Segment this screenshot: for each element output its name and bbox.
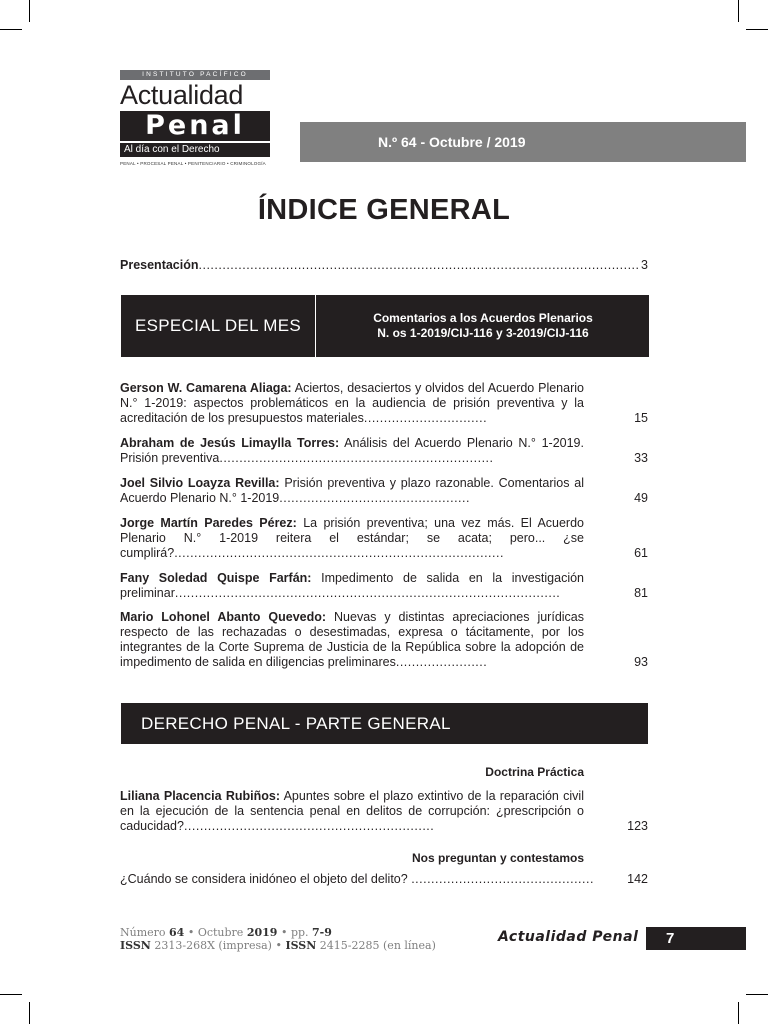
leader-dots: .....................................................................: [219, 451, 494, 465]
leader-dots: ................................................: [279, 491, 470, 505]
footer-citation: Número 64 • Octubre 2019 • pp. 7-9 ISSN 2313-268X (impresa) • ISSN 2415-2285 (en línea): [120, 926, 436, 952]
toc-entry[interactable]: [120, 516, 648, 561]
toc-page-number: 61: [634, 546, 648, 560]
crop-mark: [0, 29, 22, 30]
section-topic-line: N. os 1-2019/CIJ-116 y 3-2019/CIJ-116: [377, 326, 589, 340]
leader-dots: .......................: [395, 655, 488, 669]
toc-entry[interactable]: [120, 381, 648, 426]
toc-author: Mario Lohonel Abanto Quevedo:: [120, 610, 327, 624]
toc-author: Liliana Placencia Rubiños:: [120, 789, 280, 803]
toc-author: Jorge Martín Paredes Pérez:: [120, 516, 297, 530]
crop-mark: [738, 1002, 739, 1024]
toc-page-number: 15: [634, 411, 648, 425]
leader-dots: ..............................................: [411, 872, 594, 886]
logo-word: Actualidad: [120, 80, 244, 110]
crop-mark: [738, 0, 739, 22]
footer-year: 2019: [246, 926, 278, 939]
leader-dots: ...................................................................................: [174, 546, 504, 560]
toc-title: Análisis del Acuerdo Plenario N.° 1-2019. Prisión preventiva: [120, 436, 584, 465]
toc-entry[interactable]: [120, 610, 648, 670]
toc-title: Prisión preventiva y plazo razonable. Comentarios al Acuerdo Plenario N.° 1-2019: [120, 476, 584, 505]
toc-title: ¿Cuándo se considera inidóneo el objeto del delito?: [120, 872, 408, 886]
toc-entry[interactable]: [120, 789, 648, 834]
toc-page-number: 81: [634, 586, 648, 600]
issue-bar: N.º 64 - Octubre / 2019: [300, 122, 746, 162]
journal-logo: [120, 70, 270, 166]
subheading-preguntas: Nos preguntan y contestamos: [411, 851, 584, 865]
toc-page-number: 123: [627, 819, 648, 833]
toc-author: Joel Silvio Loayza Revilla:: [120, 476, 280, 490]
footer-page-number: 7: [646, 927, 746, 950]
toc-author: Gerson W. Camarena Aliaga:: [120, 381, 292, 395]
toc-title: Impedimento de salida en la investigación preliminar: [120, 571, 584, 600]
subheading-doctrina: Doctrina Práctica: [485, 765, 584, 779]
logo-subjects: PENAL • PROCESAL PENAL • PENITENCIARIO • CRIMINOLOGÍA: [120, 161, 266, 166]
toc-page-number: 49: [634, 491, 648, 505]
footer-month: Octubre: [197, 926, 244, 939]
toc-page-number: 33: [634, 451, 648, 465]
leader-dots: ...............................: [363, 411, 488, 425]
section-label: ESPECIAL DEL MES: [121, 295, 316, 357]
toc-page-number: 93: [634, 655, 648, 669]
footer-pp-label: pp.: [290, 926, 309, 939]
toc-title: Aciertos, desaciertos y olvidos del Acuerdo Plenario N.° 1-2019: aspectos problemáticos en la audiencia de prisión preventiva y la acreditación de los presupuestos materiales: [120, 381, 584, 425]
crop-mark: [0, 994, 22, 995]
logo-tagline: Al día con el Derecho: [120, 141, 270, 157]
leader-dots: ...............................................................: [183, 819, 435, 833]
toc-entry[interactable]: [120, 436, 648, 466]
section-topic: [317, 295, 649, 357]
crop-mark: [746, 994, 768, 995]
footer-number: 64: [169, 926, 185, 939]
toc-entry[interactable]: [120, 571, 648, 601]
footer-brand: Actualidad Penal: [498, 929, 639, 945]
toc-label: Presentación: [120, 258, 199, 272]
toc-page-number: 142: [627, 872, 648, 886]
footer-issn-online: 2415-2285: [319, 939, 380, 952]
footer-issn-print-note: (impresa): [218, 939, 272, 952]
crop-mark: [746, 29, 768, 30]
crop-mark: [29, 1002, 30, 1024]
section-derecho-penal: DERECHO PENAL - PARTE GENERAL: [121, 703, 648, 744]
toc-title: Nuevas y distintas apreciaciones jurídicas respecto de las rechazadas o desestimadas, expresa o tácitamente, por los integrantes de la Corte Suprema de Justicia de la República sobre la adopción de impedimento de salida en diligencias preliminares: [120, 610, 585, 669]
toc-title: Apuntes sobre el plazo extintivo de la reparación civil en la ejecución de la sentencia penal en delitos de corrupción: ¿prescripción o caducidad?: [120, 789, 584, 833]
toc-entry-presentation[interactable]: [120, 258, 648, 273]
footer-number-label: Número: [120, 926, 166, 939]
footer-pages: 7-9: [312, 926, 332, 939]
footer-issn-label: ISSN: [285, 939, 317, 952]
footer-issn-print: 2313-268X: [154, 939, 215, 952]
toc-page-number: 3: [641, 258, 648, 272]
footer-issn-label: ISSN: [120, 939, 151, 952]
toc-entry[interactable]: [120, 476, 648, 506]
logo-penal: Penal: [120, 111, 270, 141]
leader-dots: .................................................................................................: [174, 586, 561, 600]
footer-issn-online-note: (en línea): [383, 939, 436, 952]
section-especial-del-mes: [121, 295, 649, 357]
logo-institute: INSTITUTO PACÍFICO: [120, 70, 270, 80]
crop-mark: [29, 0, 30, 22]
page-title: ÍNDICE GENERAL: [257, 194, 511, 226]
section-topic-line: Comentarios a los Acuerdos Plenarios: [373, 311, 593, 325]
toc-author: Abraham de Jesús Limaylla Torres:: [120, 436, 340, 450]
leader-dots: ...............................................................................................................: [198, 258, 640, 272]
toc-author: Fany Soledad Quispe Farfán:: [120, 571, 312, 585]
toc-title: La prisión preventiva; una vez más. El Acuerdo Plenario N.° 1-2019 reitera el estándar; se acata; pero... ¿se cumplirá?: [120, 516, 585, 560]
toc-entry[interactable]: [120, 872, 648, 887]
